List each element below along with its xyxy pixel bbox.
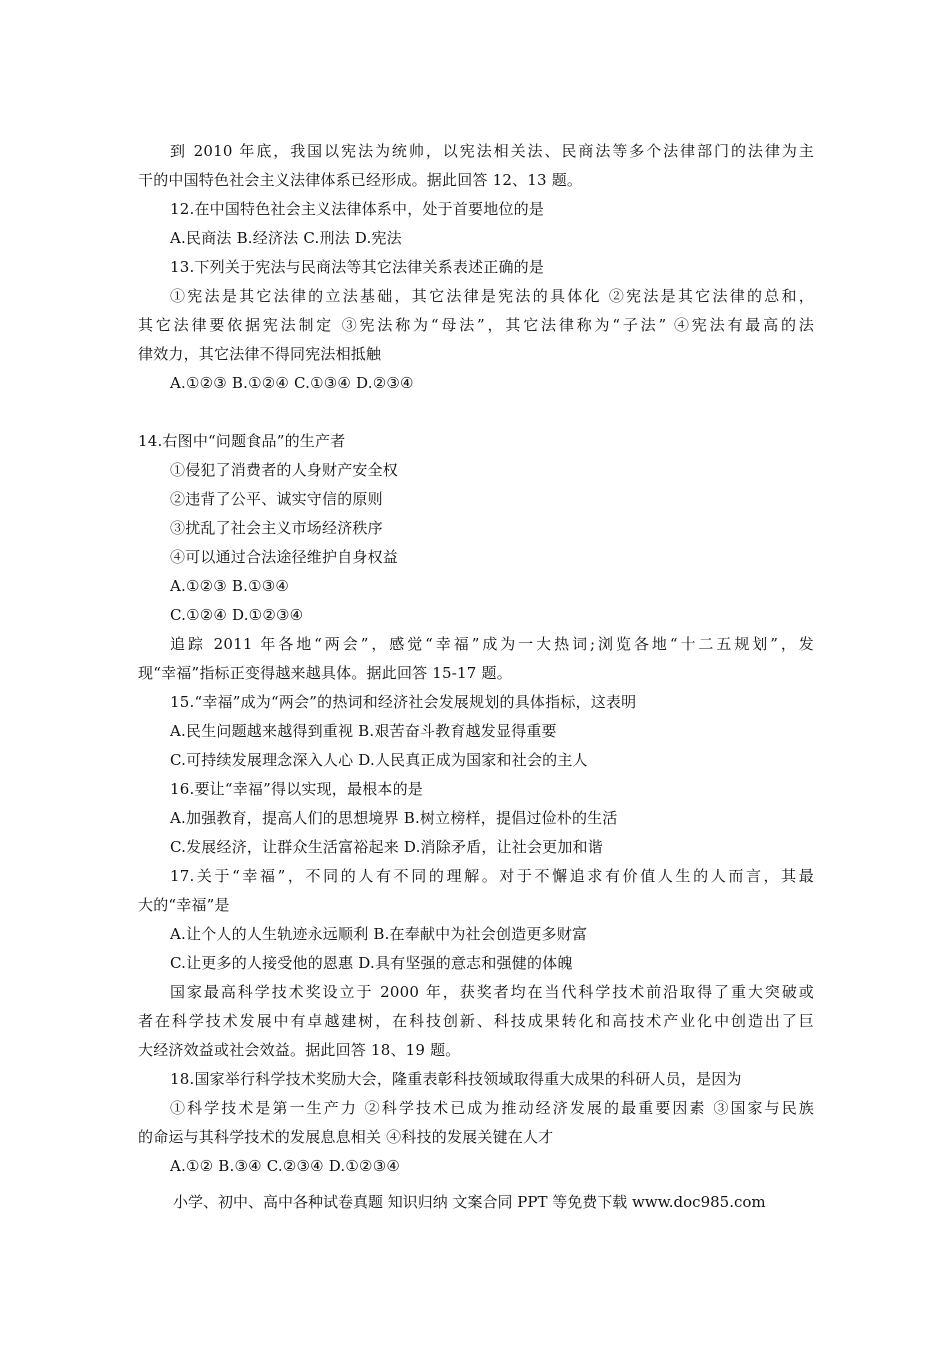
question-17-options-1: A.让个人的人生轨迹永远顺利 B.在奉献中为社会创造更多财富	[170, 925, 588, 943]
passage-2-line-2: 现“幸福”指标正变得越来越具体。据此回答 15-17 题。	[138, 664, 512, 682]
question-14: 14.右图中“问题食品”的生产者	[138, 432, 346, 450]
passage-2-line-1: 追踪 2011 年各地“两会”，感觉“幸福”成为一大热词;浏览各地“十二五规划”，发	[170, 635, 814, 653]
question-13: 13.下列关于宪法与民商法等其它法律关系表述正确的是	[170, 258, 545, 276]
question-14-statement-3: ③扰乱了社会主义市场经济秩序	[170, 519, 383, 537]
question-14-options-1: A.①②③ B.①③④	[170, 577, 290, 595]
question-16-options-1: A.加强教育，提高人们的思想境界 B.树立榜样，提倡过俭朴的生活	[170, 809, 618, 827]
question-18-options: A.①② B.③④ C.②③④ D.①②③④	[170, 1157, 400, 1175]
question-14-statement-4: ④可以通过合法途径维护自身权益	[170, 548, 399, 566]
passage-intro-line-1: 到 2010 年底，我国以宪法为统帅，以宪法相关法、民商法等多个法律部门的法律为主	[170, 142, 814, 160]
question-13-options: A.①②③ B.①②④ C.①③④ D.②③④	[170, 374, 414, 392]
question-13-statements-line-1: ①宪法是其它法律的立法基础，其它法律是宪法的具体化 ②宪法是其它法律的总和，	[170, 287, 814, 305]
question-15-options-1: A.民生问题越来越得到重视 B.艰苦奋斗教育越发显得重要	[170, 722, 557, 740]
question-16-options-2: C.发展经济，让群众生活富裕起来 D.消除矛盾，让社会更加和谐	[170, 838, 603, 856]
question-15: 15.“幸福”成为“两会”的热词和经济社会发展规划的具体指标，这表明	[170, 693, 637, 711]
question-14-options-2: C.①②④ D.①②③④	[170, 606, 304, 624]
page-footer: 小学、初中、高中各种试卷真题 知识归纳 文案合同 PPT 等免费下载 www.doc985.com	[173, 1193, 766, 1211]
question-18-statements-line-1: ①科学技术是第一生产力 ②科学技术已成为推动经济发展的最重要因素 ③国家与民族	[170, 1099, 814, 1117]
question-14-statement-2: ②违背了公平、诚实守信的原则	[170, 490, 383, 508]
passage-3-line-3: 大经济效益或社会效益。据此回答 18、19 题。	[138, 1041, 461, 1059]
question-13-statements-line-3: 律效力，其它法律不得同宪法相抵触	[138, 345, 382, 363]
question-13-statements-line-2: 其它法律要依据宪法制定 ③宪法称为“母法”，其它法律称为“子法” ④宪法有最高的法	[138, 316, 814, 334]
question-17-options-2: C.让更多的人接受他的恩惠 D.具有坚强的意志和强健的体魄	[170, 954, 573, 972]
question-15-options-2: C.可持续发展理念深入人心 D.人民真正成为国家和社会的主人	[170, 751, 588, 769]
question-17-line-2: 大的“幸福”是	[138, 896, 230, 914]
passage-3-line-2: 者在科学技术发展中有卓越建树，在科技创新、科技成果转化和高技术产业化中创造出了巨	[138, 1012, 814, 1030]
question-12-options: A.民商法 B.经济法 C.刑法 D.宪法	[170, 229, 402, 247]
question-16: 16.要让“幸福”得以实现，最根本的是	[170, 780, 423, 798]
question-18-statements-line-2: 的命运与其科学技术的发展息息相关 ④科技的发展关键在人才	[138, 1128, 554, 1146]
passage-3-line-1: 国家最高科学技术奖设立于 2000 年，获奖者均在当代科学技术前沿取得了重大突破或	[170, 983, 814, 1001]
passage-intro-line-2: 干的中国特色社会主义法律体系已经形成。据此回答 12、13 题。	[138, 171, 583, 189]
question-14-statement-1: ①侵犯了消费者的人身财产安全权	[170, 461, 399, 479]
question-17-line-1: 17.关于“幸福”，不同的人有不同的理解。对于不懈追求有价值人生的人而言，其最	[170, 867, 814, 885]
question-18: 18.国家举行科学技术奖励大会，隆重表彰科技领域取得重大成果的科研人员，是因为	[170, 1070, 742, 1088]
question-12: 12.在中国特色社会主义法律体系中，处于首要地位的是	[170, 200, 545, 218]
